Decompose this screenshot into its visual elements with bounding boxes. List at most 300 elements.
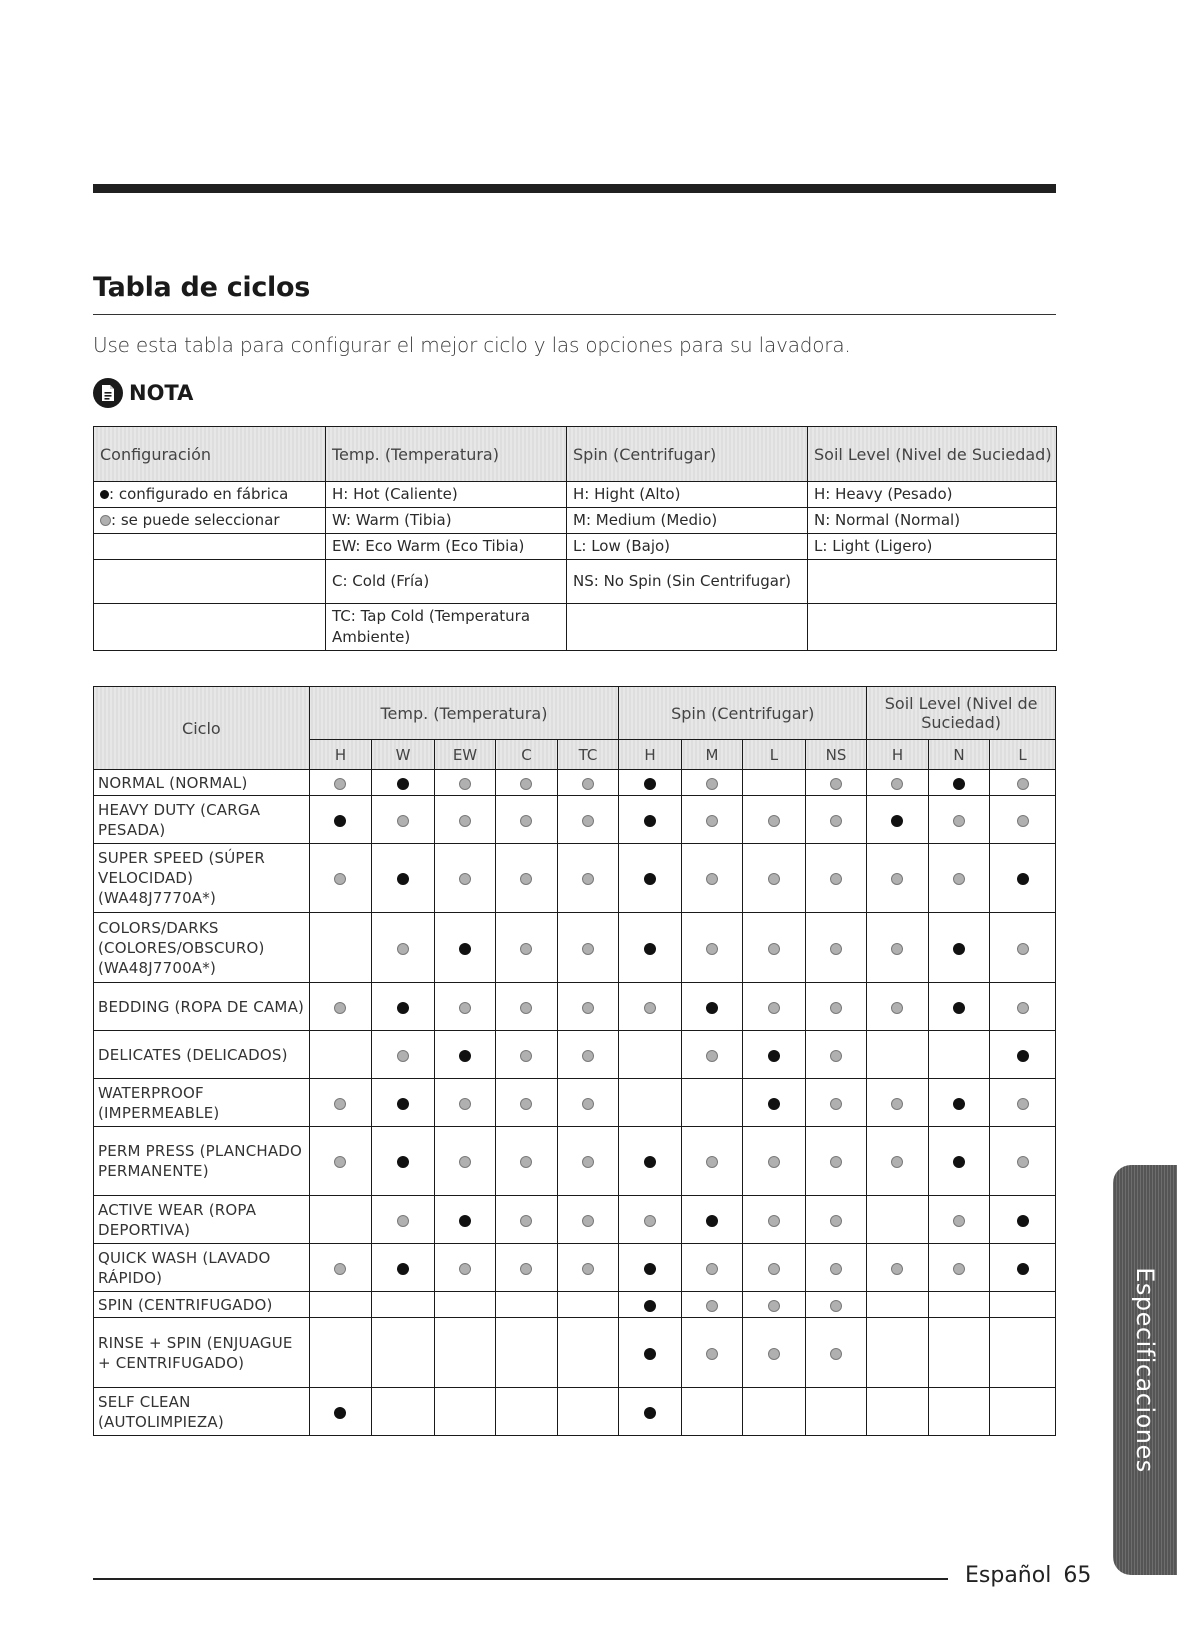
selectable-dot-icon: [644, 1215, 656, 1227]
option-cell: [309, 1079, 372, 1127]
factory-default-dot-icon: [644, 943, 656, 955]
factory-default-dot-icon: [644, 778, 656, 790]
selectable-dot-icon: [830, 1050, 842, 1062]
legend-code: C:: [332, 572, 348, 590]
selectable-dot-icon: [768, 1300, 780, 1312]
selectable-dot-icon: [582, 1156, 594, 1168]
selectable-dot-icon: [397, 815, 409, 827]
option-cell: [496, 796, 557, 844]
option-cell: [434, 913, 495, 983]
legend-text: Heavy (Pesado): [830, 485, 953, 503]
legend-code: TC:: [332, 607, 356, 625]
option-cell: [990, 796, 1056, 844]
option-cell: [990, 913, 1056, 983]
selectable-dot-icon: [953, 1215, 965, 1227]
option-cell: [743, 1244, 806, 1292]
selectable-dot-icon: [706, 1300, 718, 1312]
option-cell: [743, 796, 806, 844]
selectable-dot-icon: [1017, 1098, 1029, 1110]
selectable-dot-icon: [582, 1050, 594, 1062]
intro-text: Use esta tabla para configurar el mejor ciclo y las opciones para su lavadora.: [93, 333, 851, 357]
option-cell: [681, 983, 742, 1031]
selectable-dot-icon: [830, 1215, 842, 1227]
option-cell: [557, 1244, 618, 1292]
option-cell: [372, 1196, 435, 1244]
option-cell: [434, 844, 495, 913]
factory-default-dot-icon: [397, 873, 409, 885]
selectable-dot-icon: [1017, 1156, 1029, 1168]
selectable-dot-icon: [830, 1348, 842, 1360]
selectable-dot-icon: [582, 815, 594, 827]
factory-default-dot-icon: [706, 1215, 718, 1227]
legend-code: NS:: [573, 572, 599, 590]
option-cell: [867, 1318, 928, 1388]
option-cell: [309, 770, 372, 796]
option-cell: [496, 1388, 557, 1436]
cycle-name: SELF CLEAN (AUTOLIMPIEZA): [94, 1388, 310, 1436]
option-cell: [743, 913, 806, 983]
option-cell: [681, 1127, 742, 1196]
option-cell: [496, 1318, 557, 1388]
legend-row: [94, 508, 1057, 534]
option-cell: [557, 1196, 618, 1244]
factory-default-dot-icon: [1017, 1263, 1029, 1275]
option-cell: [990, 1127, 1056, 1196]
factory-default-dot-icon: [1017, 1215, 1029, 1227]
selectable-dot-icon: [459, 778, 471, 790]
selectable-dot-icon: [891, 1263, 903, 1275]
cycle-name: NORMAL (NORMAL): [94, 770, 310, 796]
option-cell: [867, 844, 928, 913]
option-subheader: H: [867, 740, 928, 770]
cycle-row: [94, 844, 1056, 913]
option-cell: [557, 1031, 618, 1079]
option-cell: [805, 1388, 867, 1436]
factory-default-dot-icon: [397, 1002, 409, 1014]
selectable-dot-icon: [397, 943, 409, 955]
selectable-dot-icon: [706, 1156, 718, 1168]
option-subheader: C: [496, 740, 557, 770]
footer-rule: [93, 1578, 948, 1580]
option-cell: [557, 796, 618, 844]
cycle-name: SUPER SPEED (SÚPER VELOCIDAD) (WA48J7770A*): [94, 844, 310, 913]
selectable-dot-icon: [520, 1098, 532, 1110]
factory-default-dot-icon: [459, 1215, 471, 1227]
option-cell: [309, 1292, 372, 1318]
selectable-dot-icon: [830, 1002, 842, 1014]
option-subheader: L: [743, 740, 806, 770]
option-cell: [309, 844, 372, 913]
legend-text: : se puede seleccionar: [111, 511, 280, 529]
legend-text: Eco Warm (Eco Tibia): [360, 537, 525, 555]
legend-text: Cold (Fría): [347, 572, 430, 590]
option-cell: [434, 1318, 495, 1388]
cycle-row: [94, 913, 1056, 983]
option-subheader: H: [309, 740, 372, 770]
option-cell: [496, 1127, 557, 1196]
option-cell: [496, 844, 557, 913]
factory-default-dot-icon: [768, 1050, 780, 1062]
option-cell: [309, 1318, 372, 1388]
factory-default-dot-icon: [891, 815, 903, 827]
cycle-name: COLORS/DARKS (COLORES/OBSCURO) (WA48J7700A*): [94, 913, 310, 983]
option-cell: [681, 913, 742, 983]
option-cell: [990, 1244, 1056, 1292]
option-cell: [309, 1388, 372, 1436]
option-cell: [681, 1196, 742, 1244]
factory-default-dot-icon: [1017, 873, 1029, 885]
option-cell: [928, 1031, 989, 1079]
legend-cell: [326, 482, 567, 508]
option-cell: [434, 1031, 495, 1079]
option-cell: [743, 844, 806, 913]
option-cell: [990, 1196, 1056, 1244]
cycle-name: PERM PRESS (PLANCHADO PERMANENTE): [94, 1127, 310, 1196]
legend-cell: [808, 604, 1057, 651]
selectable-dot-icon: [520, 1156, 532, 1168]
selectable-dot-icon: [706, 778, 718, 790]
option-cell: [434, 1244, 495, 1292]
cycle-column-header: Ciclo: [94, 687, 310, 770]
legend-header: Soil Level (Nivel de Suciedad): [808, 427, 1057, 482]
option-subheader: EW: [434, 740, 495, 770]
option-cell: [743, 983, 806, 1031]
option-cell: [557, 1292, 618, 1318]
legend-text: Hot (Caliente): [348, 485, 458, 503]
option-subheader: M: [681, 740, 742, 770]
factory-default-dot-icon: [397, 778, 409, 790]
selectable-dot-icon: [520, 1002, 532, 1014]
selectable-dot-icon: [1017, 815, 1029, 827]
legend-cell: [567, 508, 808, 534]
option-cell: [619, 913, 682, 983]
selectable-dot-icon: [520, 1050, 532, 1062]
factory-default-dot-icon: [953, 943, 965, 955]
option-cell: [867, 796, 928, 844]
legend-cell: [326, 604, 567, 651]
cycle-row: [94, 1318, 1056, 1388]
option-cell: [619, 1318, 682, 1388]
option-cell: [619, 1292, 682, 1318]
selectable-dot-icon: [582, 1002, 594, 1014]
option-cell: [496, 1244, 557, 1292]
cycle-row: [94, 1127, 1056, 1196]
option-cell: [743, 1127, 806, 1196]
option-cell: [928, 1244, 989, 1292]
option-subheader: NS: [805, 740, 867, 770]
selectable-dot-icon: [1017, 1002, 1029, 1014]
option-cell: [619, 796, 682, 844]
option-cell: [990, 770, 1056, 796]
selectable-dot-icon: [1017, 943, 1029, 955]
option-cell: [434, 1079, 495, 1127]
selectable-dot-icon: [891, 873, 903, 885]
option-cell: [434, 796, 495, 844]
factory-default-dot-icon: [1017, 1050, 1029, 1062]
option-cell: [372, 1127, 435, 1196]
option-cell: [557, 983, 618, 1031]
option-cell: [496, 1196, 557, 1244]
selectable-dot-icon: [334, 873, 346, 885]
option-cell: [434, 1127, 495, 1196]
cycle-name: RINSE + SPIN (ENJUAGUE + CENTRIFUGADO): [94, 1318, 310, 1388]
option-cell: [928, 1292, 989, 1318]
option-cell: [805, 1196, 867, 1244]
selectable-dot-icon: [1017, 778, 1029, 790]
option-cell: [557, 770, 618, 796]
legend-code: L:: [814, 537, 828, 555]
factory-default-dot-icon: [706, 1002, 718, 1014]
legend-code: M:: [573, 511, 591, 529]
option-cell: [990, 1318, 1056, 1388]
selectable-dot-icon: [891, 1098, 903, 1110]
selectable-dot-icon: [520, 1215, 532, 1227]
selectable-dot-icon: [891, 943, 903, 955]
option-subheader: W: [372, 740, 435, 770]
soil-group-header: Soil Level (Nivel de Suciedad): [867, 687, 1056, 740]
legend-code: N:: [814, 511, 831, 529]
selectable-dot-icon: [706, 1050, 718, 1062]
option-cell: [805, 1079, 867, 1127]
selectable-dot-icon: [768, 1156, 780, 1168]
legend-header: Configuración: [94, 427, 326, 482]
legend-cell: [808, 534, 1057, 560]
option-cell: [309, 1196, 372, 1244]
option-cell: [557, 1318, 618, 1388]
top-rule: [93, 184, 1056, 193]
legend-cell: [567, 560, 808, 604]
option-cell: [928, 983, 989, 1031]
legend-text: No Spin (Sin Centrifugar): [598, 572, 791, 590]
option-cell: [805, 844, 867, 913]
temp-group-header: Temp. (Temperatura): [309, 687, 618, 740]
option-cell: [372, 1388, 435, 1436]
option-cell: [990, 1388, 1056, 1436]
option-cell: [867, 1388, 928, 1436]
option-cell: [990, 1031, 1056, 1079]
option-subheader: L: [990, 740, 1056, 770]
option-subheader: H: [619, 740, 682, 770]
selectable-dot-icon: [768, 1215, 780, 1227]
selectable-dot-icon: [459, 1156, 471, 1168]
option-cell: [619, 770, 682, 796]
option-cell: [372, 1031, 435, 1079]
cycle-row: [94, 1031, 1056, 1079]
option-cell: [372, 913, 435, 983]
option-cell: [372, 1244, 435, 1292]
option-cell: [496, 1031, 557, 1079]
legend-cell: [94, 560, 326, 604]
legend-cell: [94, 534, 326, 560]
option-cell: [805, 796, 867, 844]
selectable-dot-icon: [768, 1263, 780, 1275]
selectable-dot-icon: [582, 1263, 594, 1275]
cycle-row: [94, 1244, 1056, 1292]
selectable-dot-icon: [768, 1002, 780, 1014]
legend-row: [94, 604, 1057, 651]
option-cell: [372, 983, 435, 1031]
cycle-name: QUICK WASH (LAVADO RÁPIDO): [94, 1244, 310, 1292]
option-cell: [372, 1318, 435, 1388]
selectable-dot-icon: [520, 943, 532, 955]
option-cell: [557, 913, 618, 983]
selectable-dot-icon: [644, 1002, 656, 1014]
legend-text: Light (Ligero): [827, 537, 933, 555]
selectable-dot-icon: [768, 815, 780, 827]
selectable-dot-icon: [582, 1098, 594, 1110]
title-rule: [93, 314, 1056, 315]
option-cell: [743, 1318, 806, 1388]
option-cell: [928, 1127, 989, 1196]
option-cell: [743, 1292, 806, 1318]
selectable-dot-icon: [520, 778, 532, 790]
option-cell: [372, 1079, 435, 1127]
cycle-name: SPIN (CENTRIFUGADO): [94, 1292, 310, 1318]
legend-cell: [326, 508, 567, 534]
option-cell: [928, 1388, 989, 1436]
option-cell: [990, 983, 1056, 1031]
legend-cell: [567, 482, 808, 508]
option-cell: [743, 1388, 806, 1436]
selectable-dot-icon: [582, 778, 594, 790]
selectable-dot-icon: [768, 943, 780, 955]
option-cell: [681, 1388, 742, 1436]
cycle-row: [94, 796, 1056, 844]
cycle-name: HEAVY DUTY (CARGA PESADA): [94, 796, 310, 844]
cycle-row: [94, 1388, 1056, 1436]
option-cell: [619, 1031, 682, 1079]
option-cell: [805, 1292, 867, 1318]
selectable-dot-icon: [830, 1300, 842, 1312]
option-cell: [619, 1127, 682, 1196]
option-cell: [990, 844, 1056, 913]
option-cell: [805, 913, 867, 983]
option-cell: [496, 983, 557, 1031]
factory-default-dot-icon: [334, 1407, 346, 1419]
option-cell: [928, 913, 989, 983]
cycle-name: ACTIVE WEAR (ROPA DEPORTIVA): [94, 1196, 310, 1244]
factory-default-dot-icon: [953, 778, 965, 790]
option-subheader: TC: [557, 740, 618, 770]
selectable-dot-icon: [830, 1098, 842, 1110]
legend-code: W:: [332, 511, 352, 529]
option-cell: [434, 983, 495, 1031]
option-cell: [928, 844, 989, 913]
option-cell: [434, 1388, 495, 1436]
option-cell: [867, 1196, 928, 1244]
legend-header: Spin (Centrifugar): [567, 427, 808, 482]
legend-cell: [326, 534, 567, 560]
selectable-dot-icon: [582, 1215, 594, 1227]
option-cell: [434, 1196, 495, 1244]
note-icon: [93, 378, 123, 408]
selectable-dot-icon: [706, 1348, 718, 1360]
factory-default-dot-icon: [953, 1002, 965, 1014]
selectable-dot-icon: [706, 1263, 718, 1275]
legend-cell: [94, 508, 326, 534]
cycle-row: [94, 1292, 1056, 1318]
selectable-dot-icon: [891, 1156, 903, 1168]
option-cell: [928, 796, 989, 844]
factory-default-dot-icon: [644, 1407, 656, 1419]
option-cell: [309, 796, 372, 844]
selectable-dot-icon: [520, 815, 532, 827]
option-cell: [867, 1127, 928, 1196]
cycle-name: WATERPROOF (IMPERMEABLE): [94, 1079, 310, 1127]
legend-code: EW:: [332, 537, 361, 555]
legend-cell: [94, 482, 326, 508]
selectable-dot-icon: [334, 1098, 346, 1110]
option-cell: [743, 770, 806, 796]
option-cell: [681, 1244, 742, 1292]
option-cell: [496, 770, 557, 796]
option-cell: [681, 1079, 742, 1127]
option-cell: [867, 1079, 928, 1127]
option-cell: [496, 913, 557, 983]
selectable-dot-icon: [891, 1002, 903, 1014]
option-cell: [681, 1318, 742, 1388]
selectable-dot-icon: [334, 778, 346, 790]
cycle-table: [93, 686, 1056, 1436]
option-cell: [434, 770, 495, 796]
factory-default-dot-icon: [334, 815, 346, 827]
selectable-dot-icon: [459, 815, 471, 827]
factory-default-dot-icon: [644, 815, 656, 827]
legend-cell: [808, 560, 1057, 604]
legend-code: H:: [573, 485, 590, 503]
page-footer: [965, 1563, 1091, 1588]
option-cell: [372, 796, 435, 844]
factory-default-dot-icon: [100, 490, 109, 499]
selectable-dot-icon: [830, 1263, 842, 1275]
option-cell: [928, 1196, 989, 1244]
selectable-dot-icon: [953, 815, 965, 827]
selectable-dot-icon: [397, 1215, 409, 1227]
selectable-dot-icon: [582, 873, 594, 885]
option-subheader: N: [928, 740, 989, 770]
selectable-dot-icon: [830, 943, 842, 955]
selectable-dot-icon: [706, 873, 718, 885]
legend-table: [93, 426, 1057, 651]
option-cell: [867, 770, 928, 796]
option-cell: [805, 1318, 867, 1388]
legend-code: L:: [573, 537, 587, 555]
factory-default-dot-icon: [397, 1098, 409, 1110]
selectable-dot-icon: [953, 1263, 965, 1275]
cycle-row: [94, 770, 1056, 796]
selectable-dot-icon: [459, 1098, 471, 1110]
legend-text: : configurado en fábrica: [109, 485, 289, 503]
option-cell: [681, 844, 742, 913]
option-cell: [928, 1318, 989, 1388]
option-cell: [867, 1244, 928, 1292]
spin-group-header: Spin (Centrifugar): [619, 687, 867, 740]
factory-default-dot-icon: [953, 1156, 965, 1168]
selectable-dot-icon: [520, 1263, 532, 1275]
option-cell: [928, 1079, 989, 1127]
option-cell: [805, 1031, 867, 1079]
legend-text: Low (Bajo): [586, 537, 671, 555]
selectable-dot-icon: [830, 815, 842, 827]
option-cell: [867, 983, 928, 1031]
option-cell: [372, 844, 435, 913]
legend-cell: [567, 604, 808, 651]
option-cell: [928, 770, 989, 796]
option-cell: [619, 983, 682, 1031]
legend-text: Medium (Medio): [591, 511, 718, 529]
option-cell: [743, 1031, 806, 1079]
option-cell: [990, 1292, 1056, 1318]
